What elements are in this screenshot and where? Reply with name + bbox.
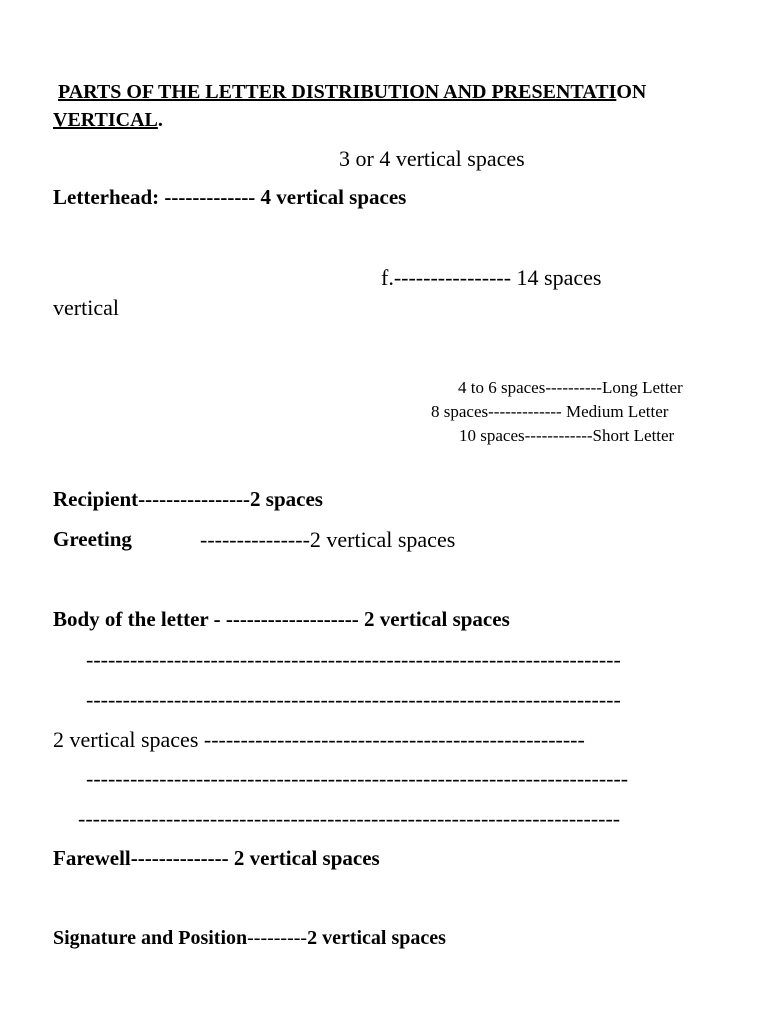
body-line	[53, 609, 510, 630]
document-title-line-1	[58, 82, 646, 102]
farewell-line	[53, 848, 380, 869]
signature-dashes: ---------	[247, 927, 308, 949]
farewell-label: Farewell	[53, 846, 131, 870]
title-period: .	[157, 109, 163, 131]
title-rest-part: ON	[616, 81, 647, 103]
title-vertical-word: VERTICAL	[53, 109, 158, 131]
greeting-value: ---------------2 vertical spaces	[200, 527, 456, 552]
date-spacing-line: f.---------------- 14 spaces	[381, 265, 602, 290]
recipient-label: Recipient	[53, 487, 139, 511]
signature-line	[53, 928, 446, 948]
document-title-line-2	[53, 110, 163, 130]
letterhead-label: Letterhead:	[53, 185, 165, 209]
long-letter-note: 4 to 6 spaces----------Long Letter	[458, 378, 683, 397]
letterhead-line	[53, 187, 406, 208]
farewell-value: -------------- 2 vertical spaces	[130, 846, 380, 870]
vertical-word: vertical	[53, 295, 119, 320]
body-dash-line-1: -------------------------------------------------------------------------	[86, 647, 621, 672]
body-value: ------------------- 2 vertical spaces	[225, 607, 510, 631]
title-underlined-part: PARTS OF THE LETTER DISTRIBUTION AND PRESENTATI	[58, 81, 617, 103]
paragraph-gap-line: 2 vertical spaces ----------------------------------------------------	[53, 727, 585, 752]
body-dash-line-3: --------------------------------------------------------------------------	[86, 766, 629, 791]
recipient-line	[53, 489, 323, 510]
body-label: Body of the letter -	[53, 607, 226, 631]
medium-letter-note: 8 spaces------------- Medium Letter	[431, 402, 669, 421]
recipient-value: ----------------2 spaces	[138, 487, 323, 511]
signature-label: Signature and Position	[53, 927, 248, 949]
letterhead-value: ------------- 4 vertical spaces	[164, 185, 407, 209]
body-dash-line-4: --------------------------------------------------------------------------	[78, 806, 621, 831]
signature-value: 2 vertical spaces	[307, 927, 446, 949]
short-letter-note: 10 spaces------------Short Letter	[459, 426, 675, 445]
greeting-label: Greeting	[53, 527, 132, 551]
top-spacing-note: 3 or 4 vertical spaces	[339, 146, 525, 171]
body-dash-line-2: -------------------------------------------------------------------------	[86, 687, 621, 712]
